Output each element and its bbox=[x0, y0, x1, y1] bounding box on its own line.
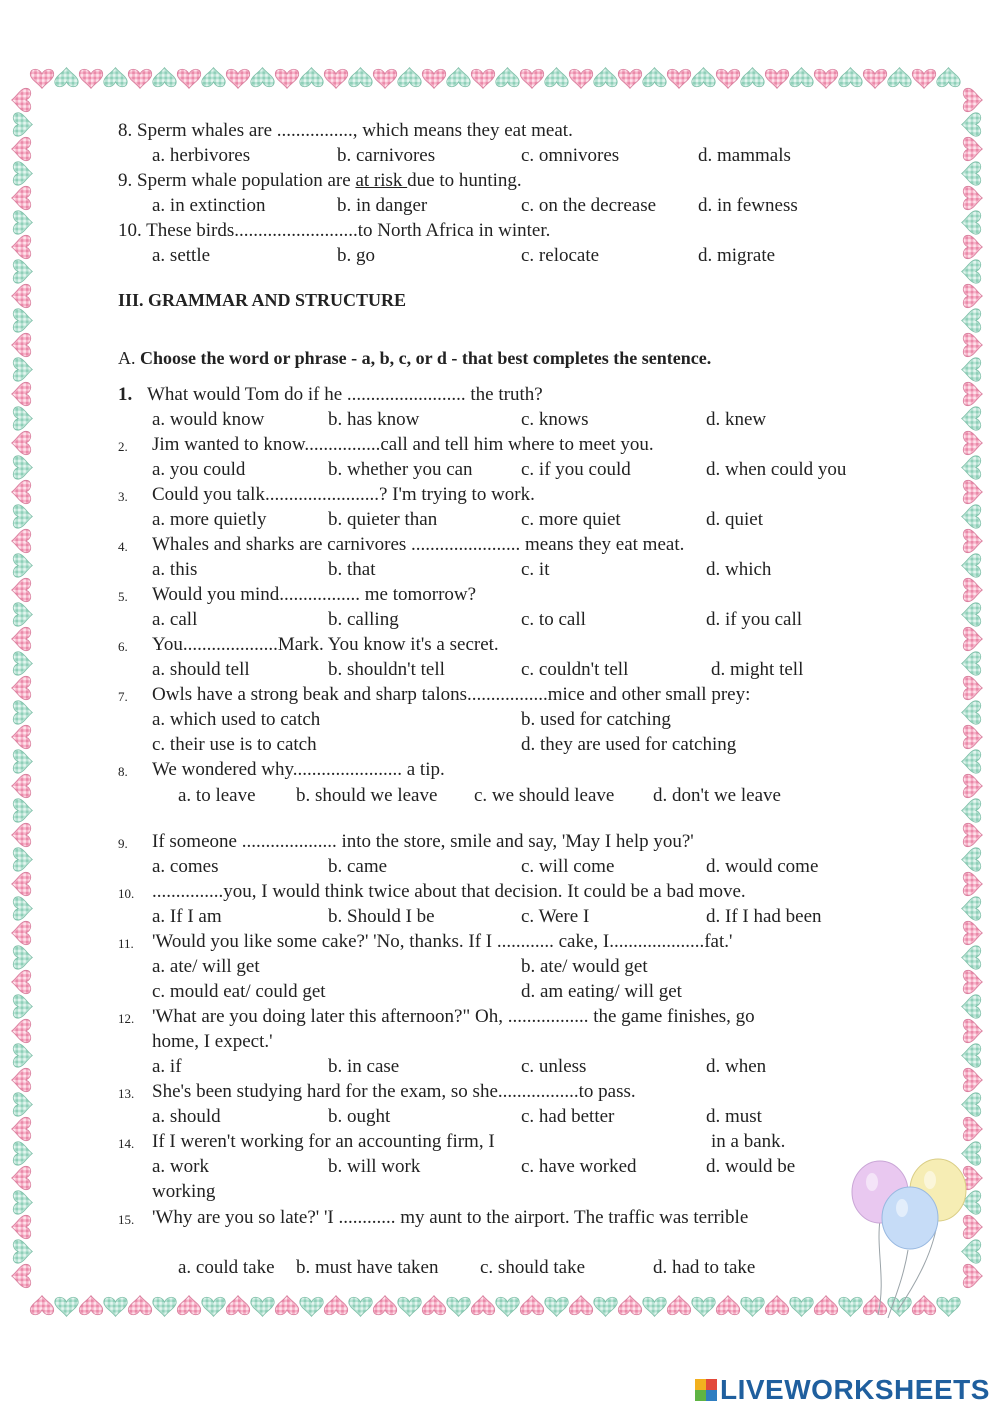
q7-option-d[interactable]: d. they are used for catching bbox=[521, 734, 737, 755]
question-11-number: 11. bbox=[118, 936, 134, 951]
question-5-number: 5. bbox=[118, 589, 128, 604]
question-3-number: 3. bbox=[118, 489, 128, 504]
q14-option-b[interactable]: b. will work bbox=[328, 1156, 421, 1177]
q5-option-c[interactable]: c. to call bbox=[521, 609, 586, 630]
question-12-text: 'What are you doing later this afternoon?" Oh, ................. the game finishes, go bbox=[152, 1006, 755, 1027]
vocab-10-option-b[interactable]: b. go bbox=[337, 245, 375, 266]
vocab-10-option-a[interactable]: a. settle bbox=[152, 245, 211, 266]
border-heart bbox=[349, 1297, 372, 1316]
border-heart bbox=[153, 1297, 176, 1316]
border-heart bbox=[594, 1297, 617, 1316]
q8-option-d[interactable]: d. don't we leave bbox=[653, 785, 781, 806]
instruction-text: Choose the word or phrase - a, b, c, or d - that best completes the sentence. bbox=[140, 348, 712, 368]
vocab-9-option-b[interactable]: b. in danger bbox=[337, 195, 428, 216]
border-heart bbox=[447, 1297, 470, 1316]
q13-option-a[interactable]: a. should bbox=[152, 1106, 221, 1127]
q10-option-d[interactable]: d. If I had been bbox=[706, 906, 822, 927]
q15-option-a[interactable]: a. could take bbox=[178, 1257, 275, 1278]
vocab-8-option-a[interactable]: a. herbivores bbox=[152, 145, 251, 166]
vocab-10-option-c[interactable]: c. relocate bbox=[521, 245, 600, 266]
question-4-text: Whales and sharks are carnivores ....................... means they eat meat. bbox=[152, 534, 685, 555]
q1-option-a[interactable]: a. would know bbox=[152, 409, 265, 430]
question-9-text: If someone .................... into the store, smile and say, 'May I help you?' bbox=[152, 831, 694, 852]
question-13-text: She's been studying hard for the exam, so she.................to pass. bbox=[152, 1081, 636, 1102]
instruction-prefix: A. bbox=[118, 348, 140, 368]
vocab-9-option-c[interactable]: c. on the decrease bbox=[521, 195, 657, 216]
question-12-number: 12. bbox=[118, 1011, 135, 1026]
question-11-text: 'Would you like some cake?' 'No, thanks. If I ............ cake, I....................fat.' bbox=[152, 931, 733, 952]
question-10-text: ...............you, I would think twice about that decision. It could be a bad move. bbox=[152, 881, 746, 902]
vocab-8-option-d[interactable]: d. mammals bbox=[698, 145, 791, 166]
q3-option-b[interactable]: b. quieter than bbox=[328, 509, 438, 530]
border-heart bbox=[741, 1297, 764, 1316]
question-3-text: Could you talk........................? I'm trying to work. bbox=[152, 484, 535, 505]
q12-option-a[interactable]: a. if bbox=[152, 1056, 182, 1077]
q2-option-c[interactable]: c. if you could bbox=[521, 459, 631, 480]
vocab-10-option-d[interactable]: d. migrate bbox=[698, 245, 776, 266]
vocab-9-text-post: due to hunting. bbox=[407, 170, 522, 191]
section-title: III. GRAMMAR AND STRUCTURE bbox=[118, 290, 407, 310]
question-8-text: We wondered why....................... a tip. bbox=[152, 759, 445, 780]
q5-option-d[interactable]: d. if you call bbox=[706, 609, 803, 630]
question-14-text-end: in a bank. bbox=[711, 1131, 786, 1152]
q2-option-d[interactable]: d. when could you bbox=[706, 459, 847, 480]
border-heart bbox=[496, 1297, 519, 1316]
q9-option-d[interactable]: d. would come bbox=[706, 856, 819, 877]
question-7-number: 7. bbox=[118, 689, 128, 704]
q10-option-c[interactable]: c. Were I bbox=[521, 906, 590, 927]
q12-option-c[interactable]: c. unless bbox=[521, 1056, 587, 1077]
question-7-text: Owls have a strong beak and sharp talons.................mice and other small prey: bbox=[152, 684, 751, 705]
question-14-number: 14. bbox=[118, 1136, 135, 1151]
q10-option-b[interactable]: b. Should I be bbox=[328, 906, 435, 927]
balloons-illustration bbox=[838, 1150, 978, 1320]
question-2-number: 2. bbox=[118, 439, 128, 454]
q15-option-c[interactable]: c. should take bbox=[480, 1257, 586, 1278]
q1-option-d[interactable]: d. knew bbox=[706, 409, 767, 430]
q2-option-b[interactable]: b. whether you can bbox=[328, 459, 473, 480]
q7-option-b[interactable]: b. used for catching bbox=[521, 709, 671, 730]
border-heart bbox=[202, 1297, 225, 1316]
q6-option-c[interactable]: c. couldn't tell bbox=[521, 659, 629, 680]
q5-option-b[interactable]: b. calling bbox=[328, 609, 399, 630]
q6-option-d[interactable]: d. might tell bbox=[711, 659, 804, 680]
q8-option-a[interactable]: a. to leave bbox=[178, 785, 256, 806]
vocab-question-9 bbox=[118, 170, 522, 192]
q10-option-a[interactable]: a. If I am bbox=[152, 906, 222, 927]
question-6-text: You....................Mark. You know it's a secret. bbox=[152, 634, 499, 655]
question-15-number: 15. bbox=[118, 1212, 135, 1227]
q14-option-c[interactable]: c. have worked bbox=[521, 1156, 637, 1177]
q15-option-d[interactable]: d. had to take bbox=[653, 1257, 756, 1278]
q13-option-b[interactable]: b. ought bbox=[328, 1106, 391, 1127]
border-heart bbox=[300, 1297, 323, 1316]
border-heart bbox=[398, 1297, 421, 1316]
q12-option-b[interactable]: b. in case bbox=[328, 1056, 400, 1077]
question-9-number: 9. bbox=[118, 836, 128, 851]
q13-option-d[interactable]: d. must bbox=[706, 1106, 762, 1127]
q3-option-c[interactable]: c. more quiet bbox=[521, 509, 621, 530]
question-6-number: 6. bbox=[118, 639, 128, 654]
border-heart bbox=[55, 1297, 78, 1316]
border-heart bbox=[692, 1297, 715, 1316]
q4-option-a[interactable]: a. this bbox=[152, 559, 198, 580]
q13-option-c[interactable]: c. had better bbox=[521, 1106, 615, 1127]
q2-option-a[interactable]: a. you could bbox=[152, 459, 246, 480]
q7-option-a[interactable]: a. which used to catch bbox=[152, 709, 321, 730]
q15-option-b[interactable]: b. must have taken bbox=[296, 1257, 439, 1278]
q14-option-d[interactable]: d. would be bbox=[706, 1156, 796, 1177]
question-12-text-cont: home, I expect.' bbox=[152, 1031, 273, 1052]
q6-option-b[interactable]: b. shouldn't tell bbox=[328, 659, 445, 680]
question-15-text: 'Why are you so late?' 'I ............ my aunt to the airport. The traffic was terrible bbox=[152, 1207, 749, 1228]
vocab-8-option-b[interactable]: b. carnivores bbox=[337, 145, 436, 166]
logo-mark-icon bbox=[695, 1379, 717, 1401]
vocab-question-10: 10. These birds..........................to North Africa in winter. bbox=[118, 220, 551, 241]
border-heart bbox=[643, 1297, 666, 1316]
q4-option-c[interactable]: c. it bbox=[521, 559, 550, 580]
q3-option-d[interactable]: d. quiet bbox=[706, 509, 763, 530]
question-1-text: What would Tom do if he ......................... the truth? bbox=[147, 384, 543, 405]
question-5-text: Would you mind................. me tomorrow? bbox=[152, 584, 477, 605]
q7-option-c[interactable]: c. their use is to catch bbox=[152, 734, 317, 755]
border-heart bbox=[790, 1297, 813, 1316]
q5-option-a[interactable]: a. call bbox=[152, 609, 198, 630]
q8-option-b[interactable]: b. should we leave bbox=[296, 785, 438, 806]
border-heart bbox=[251, 1297, 274, 1316]
q11-option-a[interactable]: a. ate/ will get bbox=[152, 956, 260, 977]
balloon-blue bbox=[882, 1187, 938, 1249]
border-heart bbox=[104, 1297, 127, 1316]
vocab-8-option-c[interactable]: c. omnivores bbox=[521, 145, 620, 166]
question-2-text: Jim wanted to know................call and tell him where to meet you. bbox=[152, 434, 654, 455]
q9-option-c[interactable]: c. will come bbox=[521, 856, 615, 877]
question-4-number: 4. bbox=[118, 539, 128, 554]
q9-option-b[interactable]: b. came bbox=[328, 856, 388, 877]
vocab-9-text-pre: 9. Sperm whale population are bbox=[118, 170, 356, 191]
logo-text: LIVEWORKSHEETS bbox=[720, 1374, 990, 1405]
question-8-number: 8. bbox=[118, 764, 128, 779]
vocab-question-8: 8. Sperm whales are ................, which means they eat meat. bbox=[118, 120, 573, 141]
q8-option-c[interactable]: c. we should leave bbox=[474, 785, 615, 806]
q12-option-d[interactable]: d. when bbox=[706, 1056, 767, 1077]
q9-option-a[interactable]: a. comes bbox=[152, 856, 219, 877]
q3-option-a[interactable]: a. more quietly bbox=[152, 509, 267, 530]
q11-option-c[interactable]: c. mould eat/ could get bbox=[152, 981, 326, 1002]
q11-option-d[interactable]: d. am eating/ will get bbox=[521, 981, 682, 1002]
q14-option-a[interactable]: a. work bbox=[152, 1156, 209, 1177]
question-14-text: If I weren't working for an accounting firm, I bbox=[152, 1131, 495, 1152]
q1-option-c[interactable]: c. knows bbox=[521, 409, 589, 430]
liveworksheets-logo[interactable] bbox=[695, 1372, 990, 1408]
q4-option-b[interactable]: b. that bbox=[328, 559, 376, 580]
vocab-9-underlined-term: at risk bbox=[355, 170, 408, 191]
question-13-number: 13. bbox=[118, 1086, 135, 1101]
border-heart bbox=[545, 1297, 568, 1316]
q14-option-d-wrap: working bbox=[152, 1181, 216, 1202]
instruction-line bbox=[118, 347, 711, 369]
q4-option-d[interactable]: d. which bbox=[706, 559, 772, 580]
q6-option-a[interactable]: a. should tell bbox=[152, 659, 250, 680]
question-10-number: 10. bbox=[118, 886, 135, 901]
vocab-9-option-a[interactable]: a. in extinction bbox=[152, 195, 266, 216]
question-1-number: 1. bbox=[118, 384, 133, 405]
q11-option-b[interactable]: b. ate/ would get bbox=[521, 956, 648, 977]
q1-option-b[interactable]: b. has know bbox=[328, 409, 420, 430]
vocab-9-option-d[interactable]: d. in fewness bbox=[698, 195, 798, 216]
